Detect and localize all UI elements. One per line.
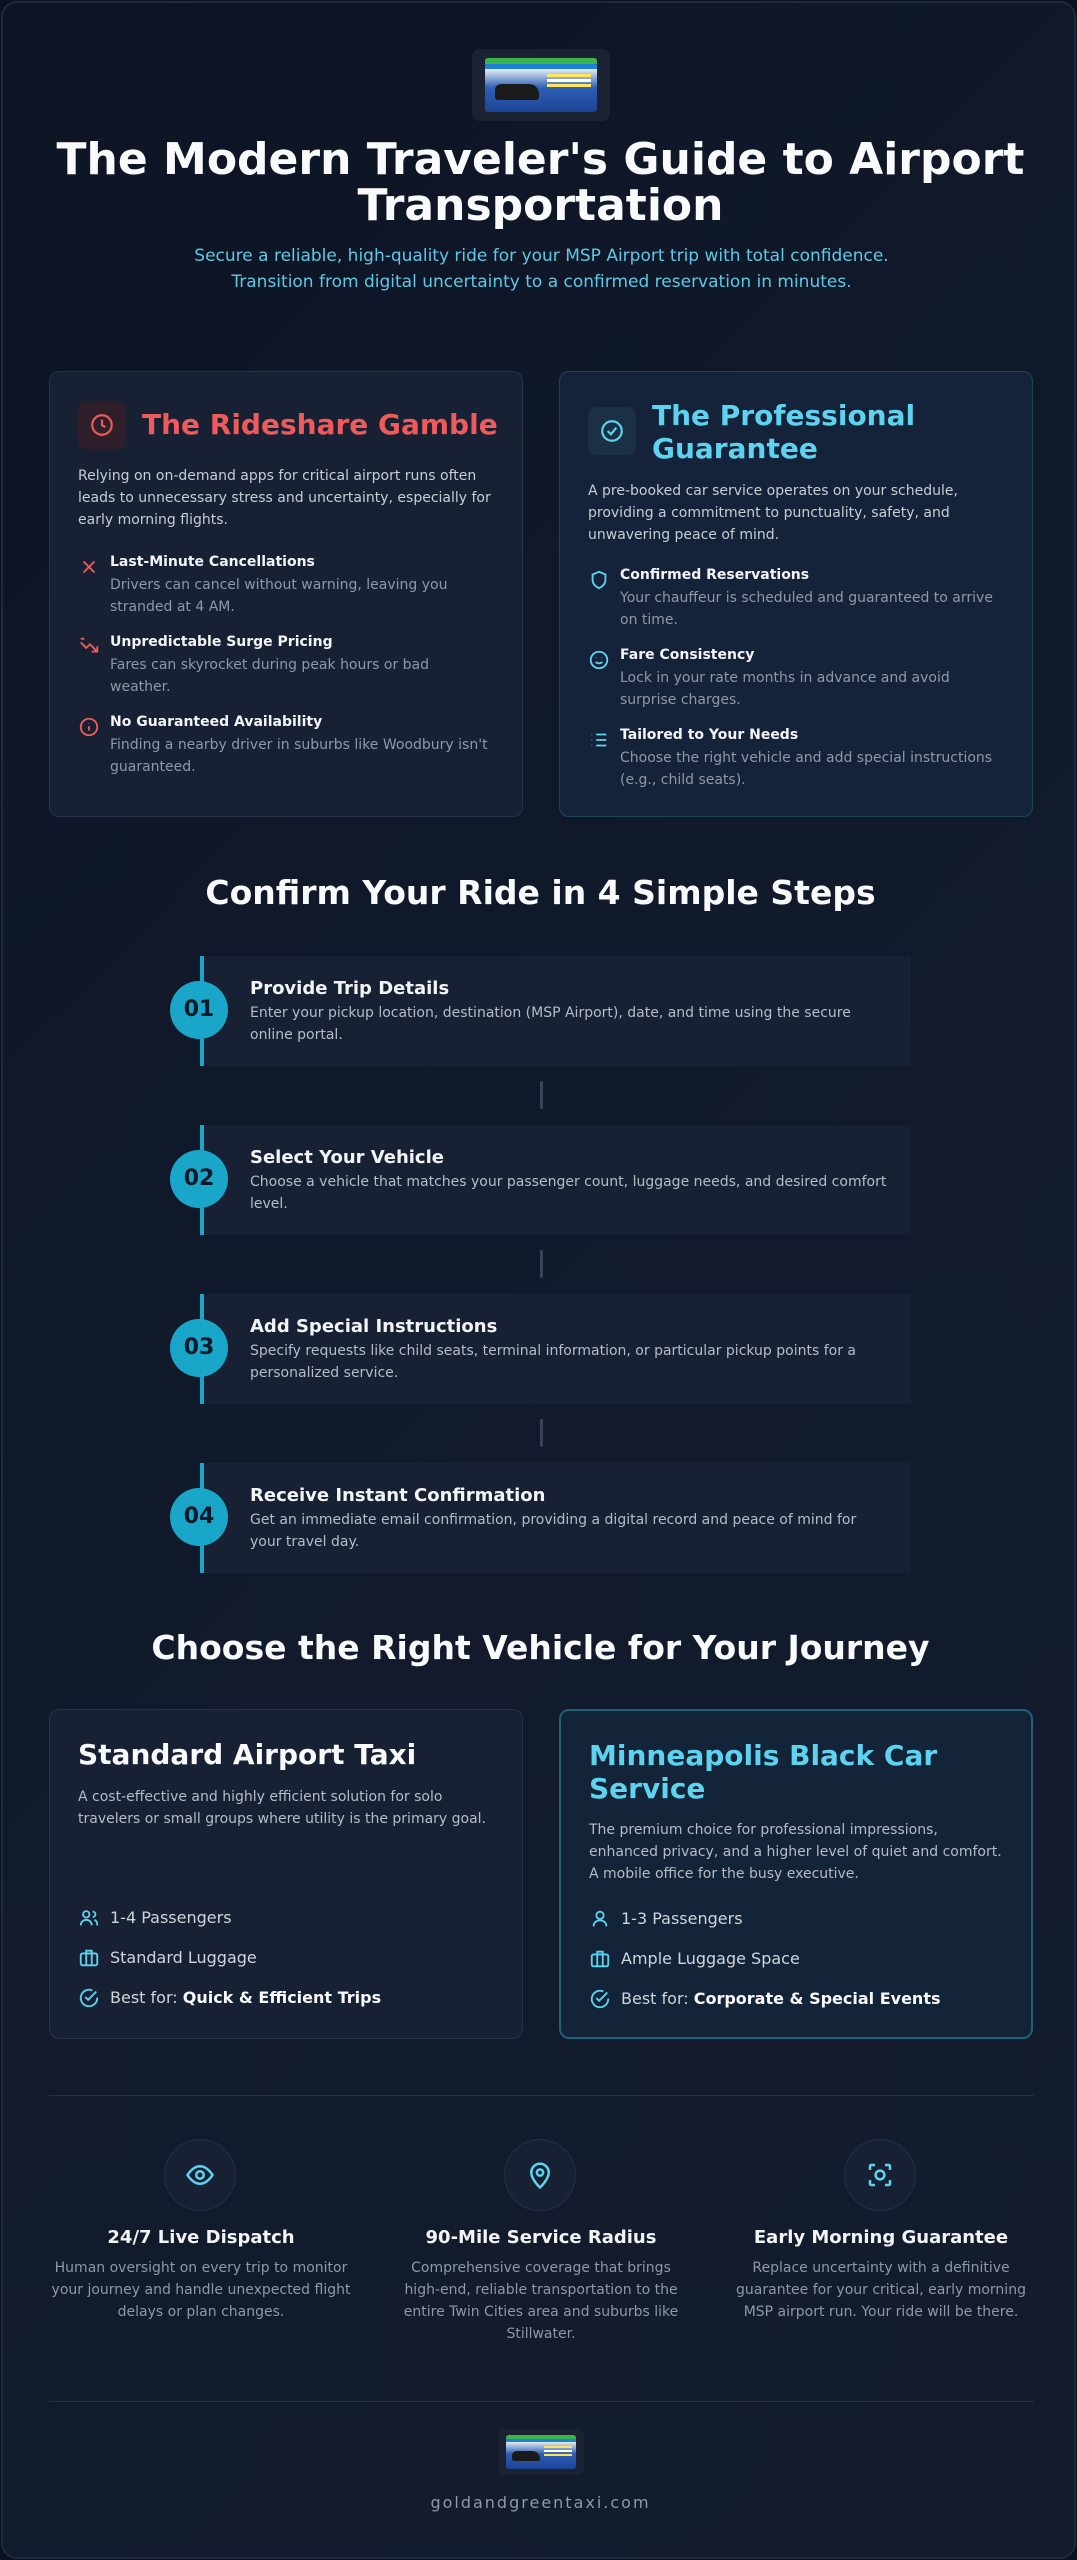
- luggage-label: Standard Luggage: [110, 1948, 257, 1967]
- briefcase-icon: [78, 1947, 100, 1969]
- step-number: 01: [170, 981, 228, 1039]
- feature-title: No Guaranteed Availability: [110, 714, 323, 730]
- benefit-title: 90-Mile Service Radius: [425, 2227, 657, 2248]
- professional-guarantee-card: [559, 371, 1033, 817]
- benefit-title: 24/7 Live Dispatch: [107, 2227, 295, 2248]
- feature-text: Fares can skyrocket during peak hours or bad weather.: [110, 657, 429, 695]
- list-icon: [588, 729, 610, 751]
- best-for-value: Corporate & Special Events: [693, 1989, 941, 2008]
- steps-heading: Confirm Your Ride in 4 Simple Steps: [205, 873, 876, 912]
- step-title: Receive Instant Confirmation: [250, 1485, 546, 1506]
- benefit-text: Human oversight on every trip to monitor your journey and handle unexpected flight delays or plan changes.: [51, 2260, 351, 2320]
- passenger-label: 1-3 Passengers: [621, 1909, 743, 1928]
- vehicles-heading: Choose the Right Vehicle for Your Journey: [151, 1628, 930, 1667]
- info-icon: [78, 716, 100, 738]
- professional-title: [652, 399, 915, 465]
- step-text: Get an immediate email confirmation, providing a digital record and peace of mind for your travel day.: [250, 1512, 857, 1550]
- footer-divider: [49, 2401, 1034, 2402]
- map-pin-icon: [504, 2139, 576, 2211]
- check-circle-icon: [78, 1987, 100, 2009]
- x-icon: [78, 556, 100, 578]
- step-title: Select Your Vehicle: [250, 1147, 444, 1168]
- section-divider: [49, 2095, 1034, 2096]
- feature-item: [78, 634, 498, 700]
- feature-item: [78, 554, 498, 620]
- step-card: [183, 1125, 911, 1235]
- briefcase-icon: [589, 1948, 611, 1970]
- step-title: Provide Trip Details: [250, 978, 450, 999]
- smile-icon: [588, 649, 610, 671]
- feature-text: Your chauffeur is scheduled and guaranteed to arrive on time.: [620, 590, 993, 628]
- page-subtitle: [103, 243, 980, 295]
- best-for-prefix: Best for:: [621, 1989, 694, 2008]
- step-connector: [540, 1419, 543, 1447]
- standard-taxi-title: Standard Airport Taxi: [78, 1738, 417, 1771]
- professional-description: A pre-booked car service operates on your schedule, providing a commitment to punctuality, safety, and unwavering peace of mind.: [588, 483, 958, 543]
- rideshare-gamble-card: [49, 371, 523, 817]
- benefit-text: Comprehensive coverage that brings high-end, reliable transportation to the entire Twin Cities area and suburbs like Stillwater.: [403, 2260, 679, 2342]
- feature-title: Tailored to Your Needs: [620, 727, 799, 743]
- black-car-card: [559, 1709, 1033, 2039]
- users-icon: [78, 1907, 100, 1929]
- step-card: [183, 1294, 911, 1404]
- rideshare-description: Relying on on-demand apps for critical airport runs often leads to unnecessary stress and uncertainty, especially for early morning flights.: [78, 468, 491, 528]
- shield-icon: [588, 569, 610, 591]
- subtitle-line-2: Transition from digital uncertainty to a confirmed reservation in minutes.: [231, 272, 852, 292]
- feature-title: Fare Consistency: [620, 647, 755, 663]
- step-card: [183, 1463, 911, 1573]
- luggage-label: Ample Luggage Space: [621, 1949, 800, 1968]
- step-text: Specify requests like child seats, terminal information, or particular pickup points for a personalized service.: [250, 1343, 856, 1381]
- feature-item: [588, 727, 1008, 793]
- benefit-title: Early Morning Guarantee: [753, 2227, 1009, 2248]
- benefit-text: Replace uncertainty with a definitive guarantee for your critical, early morning MSP airport run. Your ride will be there.: [736, 2260, 1026, 2320]
- user-icon: [589, 1908, 611, 1930]
- company-logo: [472, 49, 610, 121]
- step-connector: [540, 1250, 543, 1278]
- feature-text: Lock in your rate months in advance and avoid surprise charges.: [620, 670, 950, 708]
- feature-title: Confirmed Reservations: [620, 567, 810, 583]
- step-connector: [540, 1081, 543, 1109]
- passenger-label: 1-4 Passengers: [110, 1908, 232, 1927]
- standard-taxi-card: [49, 1709, 523, 2039]
- step-text: Choose a vehicle that matches your passenger count, luggage needs, and desired comfort level.: [250, 1174, 887, 1212]
- footer-logo: [498, 2429, 584, 2475]
- step-title: Add Special Instructions: [250, 1316, 498, 1337]
- rideshare-title: The Rideshare Gamble: [142, 408, 498, 441]
- subtitle-line-1: Secure a reliable, high-quality ride for your MSP Airport trip with total confidence.: [194, 246, 889, 266]
- website-link[interactable]: goldandgreentaxi.com: [430, 2493, 651, 2512]
- step-number: 04: [170, 1488, 228, 1546]
- best-for-label: [621, 1989, 941, 2008]
- feature-title: Unpredictable Surge Pricing: [110, 634, 333, 650]
- eye-icon: [164, 2139, 236, 2211]
- best-for-value: Quick & Efficient Trips: [182, 1988, 382, 2007]
- best-for-prefix: Best for:: [110, 1988, 183, 2007]
- page-title: The Modern Traveler's Guide to Airport Transportation: [56, 134, 1025, 231]
- black-car-title-line-1: Minneapolis Black Car: [589, 1739, 938, 1772]
- clock-icon: [78, 401, 126, 449]
- professional-title-line-1: The Professional: [652, 399, 916, 432]
- standard-taxi-description: A cost-effective and highly efficient solution for solo travelers or small groups where utility is the primary goal.: [78, 1789, 487, 1827]
- black-car-title-line-2: Service: [589, 1772, 706, 1805]
- best-for-label: [110, 1988, 381, 2007]
- trend-down-icon: [78, 636, 100, 658]
- feature-item: [78, 714, 498, 780]
- focus-icon: [844, 2139, 916, 2211]
- step-card: [183, 956, 911, 1066]
- step-text: Enter your pickup location, destination (MSP Airport), date, and time using the secure online portal.: [250, 1005, 851, 1043]
- feature-text: Choose the right vehicle and add special instructions (e.g., child seats).: [620, 750, 993, 788]
- professional-title-line-2: Guarantee: [652, 432, 818, 465]
- feature-item: [588, 567, 1008, 633]
- black-car-description: The premium choice for professional impressions, enhanced privacy, and a higher level of quiet and comfort. A mobile office for the busy executive.: [589, 1822, 1002, 1882]
- step-number: 03: [170, 1319, 228, 1377]
- check-circle-icon: [588, 407, 636, 455]
- black-car-title: [589, 1739, 937, 1805]
- feature-text: Drivers can cancel without warning, leaving you stranded at 4 AM.: [110, 577, 448, 615]
- feature-title: Last-Minute Cancellations: [110, 554, 315, 570]
- feature-text: Finding a nearby driver in suburbs like Woodbury isn't guaranteed.: [110, 737, 488, 775]
- infographic-frame: [1, 1, 1076, 2559]
- check-circle-icon: [589, 1988, 611, 2010]
- feature-item: [588, 647, 1008, 713]
- step-number: 02: [170, 1150, 228, 1208]
